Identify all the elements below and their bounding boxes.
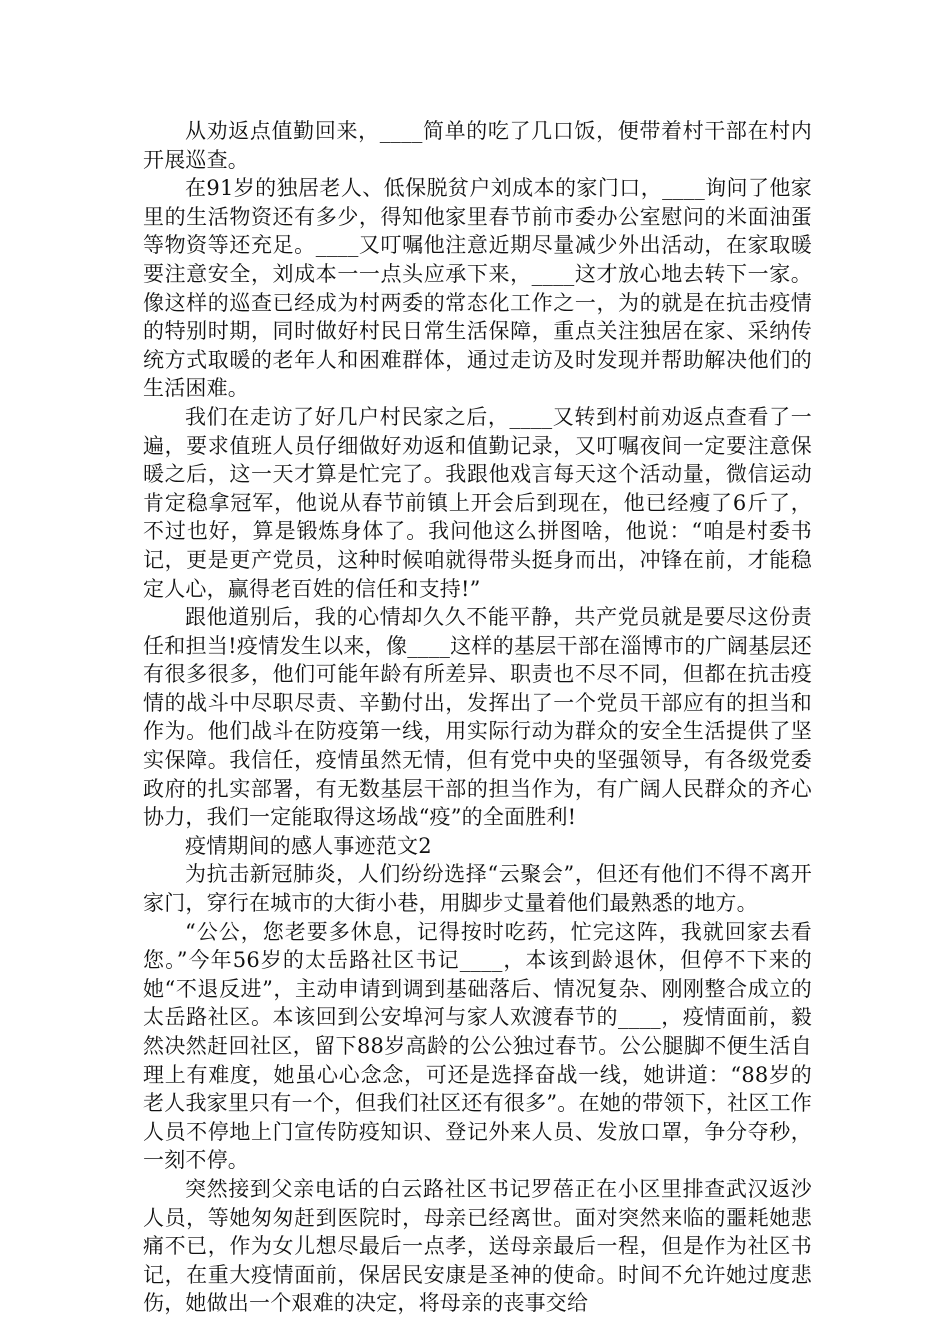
paragraph-cloud-gathering: 为抗击新冠肺炎，人们纷纷选择“云聚会”，但还有他们不得不离开家门，穿行在城市的大街小巷，用脚步丈量着他们最熟悉的地方。 xyxy=(143,862,812,916)
paragraph-evening-check: 我们在走访了好几户村民家之后，____又转到村前劝返点查看了一遍，要求值班人员仔细做好劝返和值勤记录，又叮嘱夜间一定要注意保暖之后，这一天才算是忙完了。我跟他戏言每天这个活动量，微信运动肯定稳拿冠军，他说从春节前镇上开会后到现在，他已经瘦了6斤了，不过也好，算是锻炼身体了。我问他这么拼图啥，他说：“咱是村委书记，更是更产党员，这种时候咱就得带头挺身而出，冲锋在前，才能稳定人心，赢得老百姓的信任和支持!” xyxy=(143,404,812,601)
section-heading: 疫情期间的感人事迹范文2 xyxy=(185,833,432,858)
paragraph-luo-bei: 突然接到父亲电话的白云路社区书记罗蓓正在小区里排查武汉返沙人员，等她匆匆赶到医院时，母亲已经离世。面对突然来临的噩耗她悲痛不已，作为女儿想尽最后一点孝，送母亲最后一程，但是作为社区书记，在重大疫情面前，保居民安康是圣神的使命。时间不允许她过度悲伤，她做出一个艰难的决定，将母亲的丧事交给 xyxy=(143,1176,812,1316)
paragraph-patrol-return: 从劝返点值勤回来，____简单的吃了几口饭，便带着村干部在村内开展巡查。 xyxy=(143,119,812,172)
paragraph-reflection: 跟他道别后，我的心情却久久不能平静，共产党员就是要尽这份责任和担当!疫情发生以来，像____这样的基层干部在淄博市的广阔基层还有很多很多，他们可能年龄有所差异、职责也不尽不同，但都在抗击疫情的战斗中尽职尽责、辛勤付出，发挥出了一个党员干部应有的担当和作为。他们战斗在防疫第一线，用实际行动为群众的安全生活提供了坚实保障。我信任，疫情虽然无情，但有党中央的坚强领导，有各级党委政府的扎实部署，有无数基层干部的担当作为，有广阔人民群众的齐心协力，我们一定能取得这场战“疫”的全面胜利! xyxy=(143,605,812,830)
paragraph-elderly-visit: 在91岁的独居老人、低保脱贫户刘成本的家门口，____询问了他家里的生活物资还有多少，得知他家里春节前市委办公室慰问的米面油蛋等物资等还充足。____又叮嘱他注意近期尽量减少外出活动，在家取暖要注意安全，刘成本一一点头应承下来，____这才放心地去转下一家。像这样的巡查已经成为村两委的常态化工作之一，为的就是在抗击疫情的特别时期，同时做好村民日常生活保障，重点关注独居在家、采纳传统方式取暖的老年人和困难群体，通过走访及时发现并帮助解决他们的生活困难。 xyxy=(143,176,812,401)
paragraph-community-secretary: “公公，您老要多休息，记得按时吃药，忙完这阵，我就回家去看您。”今年56岁的太岳路社区书记____，本该到龄退休，但停不下来的她“不退反进”，主动申请到调到基础落后、情况复杂、刚刚整合成立的太岳路社区。本该回到公安埠河与家人欢渡春节的____，疫情面前，毅然决然赶回社区，留下88岁高龄的公公独过春节。公公腿脚不便生活自理上有难度，她虽心心念念，可还是选择奋战一线，她讲道：“88岁的老人我家里只有一个，但我们社区还有很多”。在她的带领下，社区工作人员不停地上门宣传防疫知识、登记外来人员、发放口罩，争分夺秒，一刻不停。 xyxy=(143,919,812,1173)
